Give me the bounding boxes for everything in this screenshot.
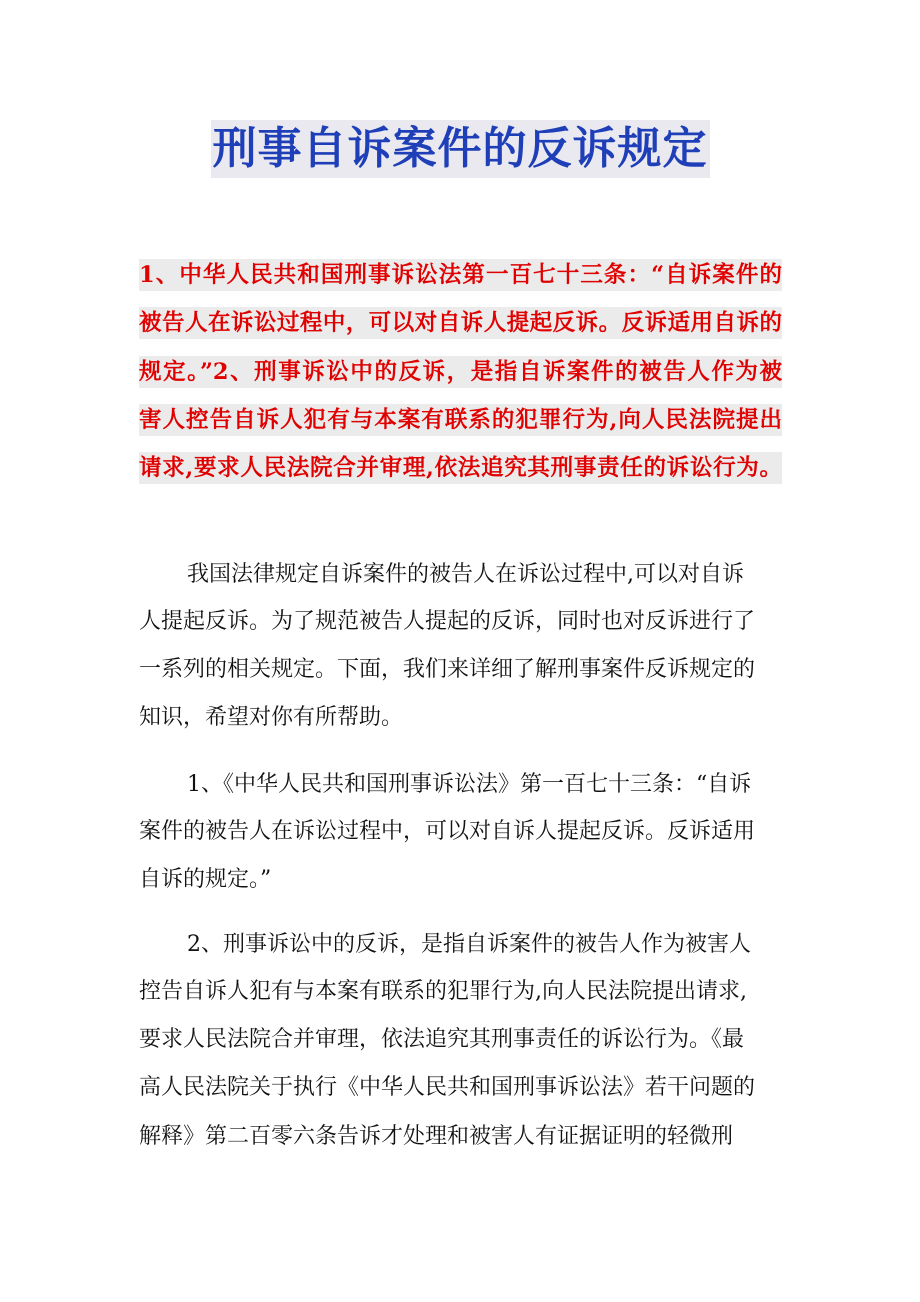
text-line: 我国法律规定自诉案件的被告人在诉讼过程中,可以对自诉 — [187, 562, 744, 587]
text-line: 自诉的规定。” — [139, 867, 272, 892]
title-text: 刑事自诉案件的反诉规定 — [211, 120, 710, 178]
text-line: 控告自诉人犯有与本案有联系的犯罪行为,向人民法院提出请求, — [139, 979, 747, 1004]
text-line: 要求人民法院合并审理，依法追究其刑事责任的诉讼行为。《最 — [139, 1027, 745, 1052]
document-title — [0, 120, 920, 178]
text-line: 高人民法院关于执行《中华人民共和国刑事诉讼法》若干问题的 — [139, 1075, 756, 1100]
highlight-line: 规定。”2、刑事诉讼中的反诉，是指自诉案件的被告人作为被 — [139, 356, 782, 388]
text-line: 1、《中华人民共和国刑事诉讼法》第一百七十三条：“自诉 — [187, 772, 752, 797]
text-line: 2、刑事诉讼中的反诉，是指自诉案件的被告人作为被害人 — [187, 932, 751, 957]
highlight-line: 害人控告自诉人犯有与本案有联系的犯罪行为,向人民法院提出 — [139, 404, 782, 436]
highlight-line: 请求,要求人民法院合并审理,依法追究其刑事责任的诉讼行为。 — [139, 452, 782, 484]
text-line: 一系列的相关规定。下面，我们来详细了解刑事案件反诉规定的 — [139, 657, 756, 682]
text-line: 案件的被告人在诉讼过程中，可以对自诉人提起反诉。反诉适用 — [139, 819, 756, 844]
highlight-line: 1、中华人民共和国刑事诉讼法第一百七十三条：“自诉案件的 — [139, 259, 782, 291]
highlight-line: 被告人在诉讼过程中，可以对自诉人提起反诉。反诉适用自诉的 — [139, 307, 782, 339]
text-line: 解释》第二百零六条告诉才处理和被害人有证据证明的轻微刑 — [139, 1124, 734, 1149]
text-line: 人提起反诉。为了规范被告人提起的反诉，同时也对反诉进行了 — [139, 609, 756, 634]
text-line: 知识，希望对你有所帮助。 — [139, 705, 404, 730]
